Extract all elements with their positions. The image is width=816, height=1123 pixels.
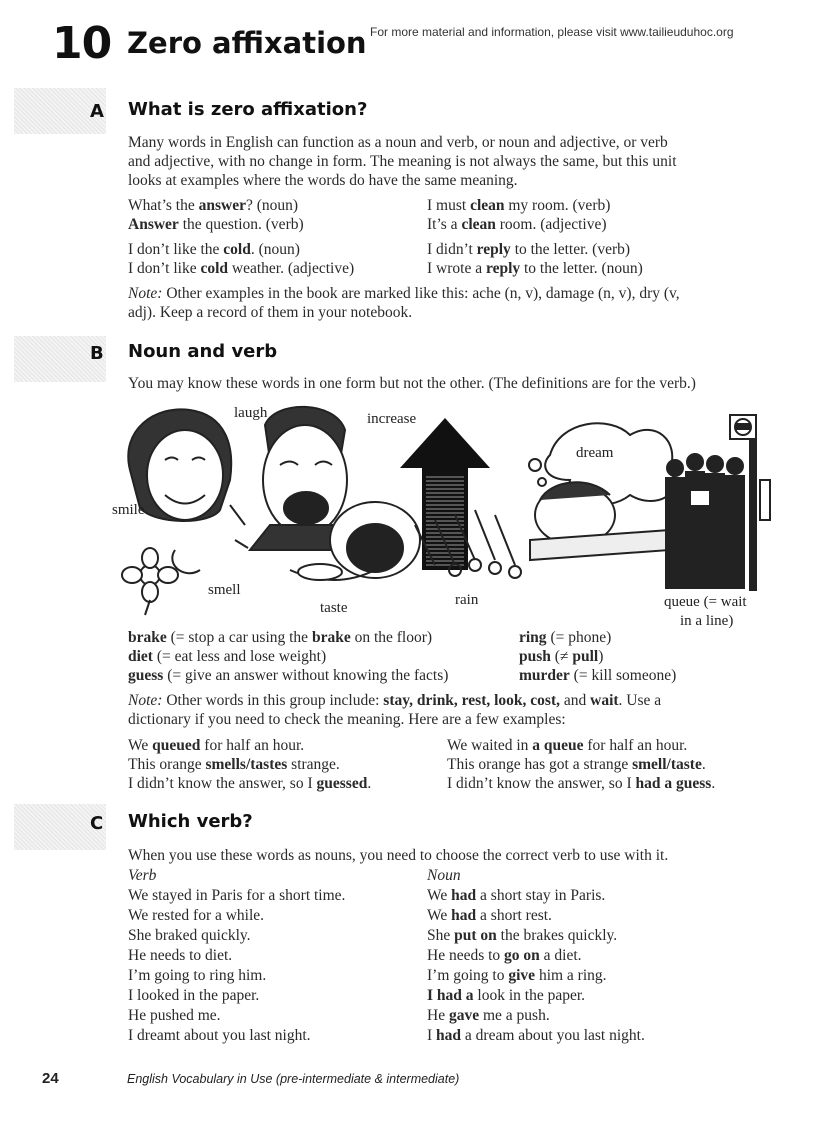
noun-row: I had a look in the paper. [427,987,586,1004]
example-cold-adj: I don’t like cold weather. (adjective) [128,260,355,277]
section-a-intro-2: and adjective, with no change in form. The meaning is not always the same, but this unit [128,153,677,170]
section-b-note-1: Note: Other words in this group include: stay, drink, rest, look, cost, and wait. Use a [128,692,662,709]
label-laugh: laugh [234,405,268,421]
verb-row: We stayed in Paris for a short time. [128,887,346,904]
noun-row: I’m going to give him a ring. [427,967,607,984]
example-guessed: I didn’t know the answer, so I guessed. [128,775,372,792]
section-c-intro: When you use these words as nouns, you need to choose the correct verb to use with it. [128,847,669,864]
section-a-note-1: Note: Other examples in the book are marked like this: ache (n, v), damage (n, v), dry (v, [128,285,680,302]
example-had-a-guess: I didn’t know the answer, so I had a guess. [447,775,716,792]
section-a-intro-3: looks at examples where the words do have the same meaning. [128,172,518,189]
noun-row: We had a short stay in Paris. [427,887,606,904]
section-c-letter: C [90,813,104,834]
example-reply-verb: I didn’t reply to the letter. (verb) [427,241,631,258]
def-diet: diet (= eat less and lose weight) [128,648,327,665]
example-clean-verb: I must clean my room. (verb) [427,197,611,214]
verb-row: I dreamt about you last night. [128,1027,311,1044]
column-verb-heading: Verb [128,867,157,884]
book-title: English Vocabulary in Use (pre-intermediate & intermediate) [127,1072,460,1086]
label-rain: rain [455,592,479,608]
page-number: 24 [42,1070,59,1087]
section-b-intro: You may know these words in one form but not the other. (The definitions are for the verb.) [128,375,696,392]
def-murder: murder (= kill someone) [519,667,677,684]
example-clean-adj: It’s a clean room. (adjective) [427,216,607,233]
label-smell: smell [208,582,241,598]
example-smells: This orange smells/tastes strange. [128,756,340,773]
sleeping-person-icon [529,423,674,560]
example-cold-noun: I don’t like the cold. (noun) [128,241,300,258]
section-a-intro-1: Many words in English can function as a noun and verb, or noun and adjective, or verb [128,134,668,151]
example-reply-noun: I wrote a reply to the letter. (noun) [427,260,643,277]
section-b-note-2: dictionary if you need to check the meaning. Here are a few examples: [128,711,566,728]
unit-number: 10 [52,18,112,69]
label-smile: smile [112,502,145,518]
verb-row: I looked in the paper. [128,987,260,1004]
example-a-queue: We waited in a queue for half an hour. [447,737,688,754]
noun-row: I had a dream about you last night. [427,1027,645,1044]
verb-row: I’m going to ring him. [128,967,267,984]
verb-row: She braked quickly. [128,927,251,944]
section-a-heading: What is zero affixation? [128,99,368,120]
unit-title: Zero affixation [127,26,367,60]
noun-row: He needs to go on a diet. [427,947,582,964]
flower-icon [122,548,178,615]
queue-icon [666,415,770,590]
source-note: For more material and information, please visit www.tailieuduhoc.org [370,25,734,39]
example-smell-taste: This orange has got a strange smell/taste. [447,756,706,773]
label-queue-1: queue (= wait [664,594,747,610]
label-increase: increase [367,411,417,427]
def-push: push (≠ pull) [519,648,604,665]
verb-row: He pushed me. [128,1007,221,1024]
label-dream: dream [576,445,614,461]
noun-row: He gave me a push. [427,1007,550,1024]
column-noun-heading: Noun [427,867,461,884]
example-answer-noun: What’s the answer? (noun) [128,197,299,214]
noun-row: She put on the brakes quickly. [427,927,618,944]
section-c-heading: Which verb? [128,811,253,832]
section-a-note-2: adj). Keep a record of them in your notebook. [128,304,413,321]
def-guess: guess (= give an answer without knowing the facts) [128,667,449,684]
example-answer-verb: Answer the question. (verb) [128,216,304,233]
verb-row: He needs to diet. [128,947,233,964]
def-brake: brake (= stop a car using the brake on the floor) [128,629,433,646]
label-taste: taste [320,600,348,616]
section-b-heading: Noun and verb [128,341,278,362]
def-ring: ring (= phone) [519,629,612,646]
section-b-letter: B [90,343,104,364]
label-queue-2: in a line) [680,613,734,629]
noun-row: We had a short rest. [427,907,552,924]
example-queued: We queued for half an hour. [128,737,305,754]
section-a-letter: A [90,101,104,122]
verb-row: We rested for a while. [128,907,265,924]
